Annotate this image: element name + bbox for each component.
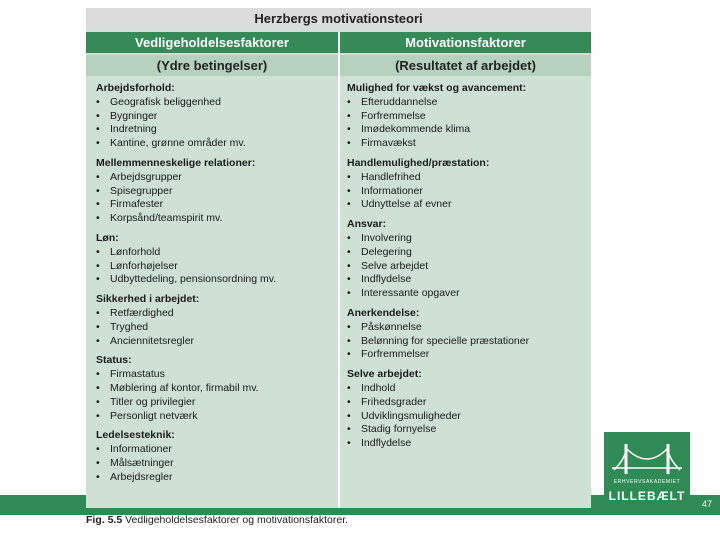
logo-top-text: ERHVERVSAKADEMIET — [613, 479, 681, 485]
list-item: • Forfremmelse — [347, 110, 585, 124]
section-title: Ledelsesteknik: — [96, 429, 175, 442]
section-title: Status: — [96, 354, 132, 367]
list-item: • Målsætninger — [96, 457, 334, 471]
list-item: • Påskønnelse — [347, 321, 585, 335]
list-item: • Indhold — [347, 382, 585, 396]
factor-section — [347, 218, 585, 301]
list-item: • Delegering — [347, 246, 585, 260]
list-item: • Interessante opgaver — [347, 287, 585, 301]
factor-list — [347, 321, 585, 362]
list-item: • Imødekommende klima — [347, 123, 585, 137]
list-item: • Handlefrihed — [347, 171, 585, 185]
bridge-icon — [612, 440, 682, 476]
factor-list — [96, 171, 334, 226]
page-number: 47 — [701, 499, 712, 509]
right-column-header: Motivationsfaktorer — [340, 32, 591, 53]
list-item: • Belønning for specielle præstationer — [347, 335, 585, 349]
factor-section — [347, 157, 585, 212]
list-item: • Lønforhold — [96, 246, 334, 260]
herzberg-figure — [86, 8, 591, 508]
list-item: • Firmafester — [96, 198, 334, 212]
factor-section — [96, 82, 334, 151]
section-title: Mellemmenneskelige relationer: — [96, 156, 256, 169]
section-title: Anerkendelse: — [347, 306, 420, 319]
list-item: • Firmavækst — [347, 137, 585, 151]
list-item: • Forfremmelser — [347, 348, 585, 362]
factor-list — [347, 382, 585, 451]
factor-section — [347, 368, 585, 451]
list-item: • Titler og privilegier — [96, 396, 334, 410]
list-item: • Møblering af kontor, firmabil mv. — [96, 382, 334, 396]
factor-section — [347, 307, 585, 362]
list-item: • Udnyttelse af evner — [347, 198, 585, 212]
list-item: • Tryghed — [96, 321, 334, 335]
factor-section — [96, 354, 334, 423]
list-item: • Indflydelse — [347, 437, 585, 451]
list-item: • Efteruddannelse — [347, 96, 585, 110]
factor-section — [96, 157, 334, 226]
factor-section — [96, 232, 334, 287]
factor-list — [347, 232, 585, 301]
figure-caption — [86, 514, 348, 526]
list-item: • Informationer — [347, 185, 585, 199]
factor-list — [96, 368, 334, 423]
list-item: • Stadig fornyelse — [347, 423, 585, 437]
list-item: • Selve arbejdet — [347, 260, 585, 274]
factor-list — [96, 443, 334, 484]
caption-label: Fig. 5.5 — [86, 514, 123, 526]
factor-list — [96, 246, 334, 287]
figure-title: Herzbergs motivationsteori — [86, 8, 591, 30]
left-column-subheader: (Ydre betingelser) — [86, 55, 338, 76]
list-item: • Geografisk beliggenhed — [96, 96, 334, 110]
factor-list — [347, 96, 585, 151]
section-title: Sikkerhed i arbejdet: — [96, 293, 200, 306]
motivation-factors-list — [347, 82, 585, 457]
list-item: • Involvering — [347, 232, 585, 246]
list-item: • Anciennitetsregler — [96, 335, 334, 349]
list-item: • Indretning — [96, 123, 334, 137]
section-title: Løn: — [96, 231, 119, 244]
factor-list — [96, 307, 334, 348]
list-item: • Korpsånd/teamspirit mv. — [96, 212, 334, 226]
logo-main-text: LILLEBÆLT — [608, 489, 686, 503]
section-title: Ansvar: — [347, 218, 387, 231]
list-item: • Personligt netværk — [96, 410, 334, 424]
list-item: • Indflydelse — [347, 273, 585, 287]
list-item: • Lønforhøjelser — [96, 260, 334, 274]
list-item: • Kantine, grønne områder mv. — [96, 137, 334, 151]
list-item: • Spisegrupper — [96, 185, 334, 199]
left-column-header: Vedligeholdelsesfaktorer — [86, 32, 338, 53]
section-title: Mulighed for vækst og avancement: — [347, 82, 527, 94]
factor-list — [96, 96, 334, 151]
right-column-subheader: (Resultatet af arbejdet) — [340, 55, 591, 76]
list-item: • Informationer — [96, 443, 334, 457]
column-divider — [338, 32, 340, 508]
list-item: • Udviklingsmuligheder — [347, 410, 585, 424]
factor-section — [96, 293, 334, 348]
list-item: • Firmastatus — [96, 368, 334, 382]
factor-section — [347, 82, 585, 151]
erhvervsakademiet-lillebaelt-logo — [604, 432, 690, 510]
list-item: • Arbejdsregler — [96, 471, 334, 485]
section-title: Selve arbejdet: — [347, 368, 422, 381]
section-title: Handlemulighed/præstation: — [347, 156, 490, 169]
factor-list — [347, 171, 585, 212]
list-item: • Frihedsgrader — [347, 396, 585, 410]
hygiene-factors-list — [96, 82, 334, 491]
list-item: • Udbyttedeling, pensionsordning mv. — [96, 273, 334, 287]
list-item: • Retfærdighed — [96, 307, 334, 321]
list-item: • Arbejdsgrupper — [96, 171, 334, 185]
factor-section — [96, 429, 334, 484]
caption-text: Vedligeholdelsesfaktorer og motivationsfaktorer. — [122, 514, 349, 526]
list-item: • Bygninger — [96, 110, 334, 124]
section-title: Arbejdsforhold: — [96, 82, 175, 94]
